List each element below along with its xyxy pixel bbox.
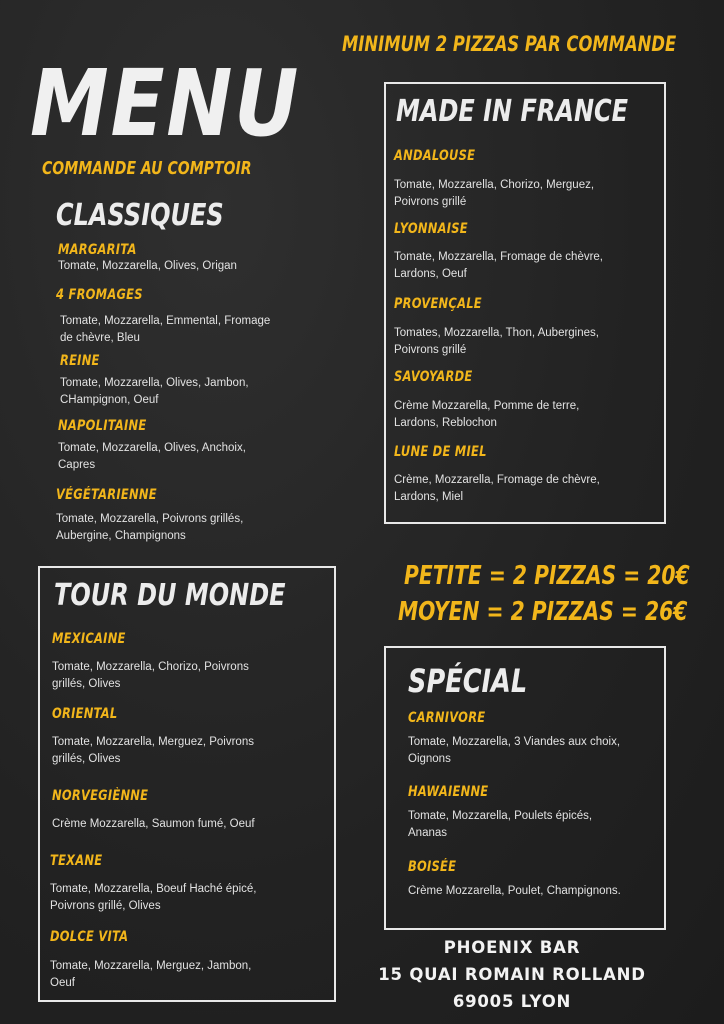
item-desc: Tomate, Mozzarella, Poivrons grillés, Aubergine, Champignons [56, 513, 244, 542]
item-name: SAVOYARDE [394, 369, 473, 385]
item-desc: Tomate, Mozzarella, Emmental, Fromage de chèvre, Bleu [60, 315, 271, 344]
item-name: PROVENÇALE [394, 296, 482, 312]
item-desc: Tomate, Mozzarella, Chorizo, Merguez, Poivrons grillé [394, 179, 595, 208]
item-desc: Tomate, Mozzarella, Poulets épicés, Ananas [408, 810, 593, 839]
item-name: LUNE DE MIEL [394, 444, 487, 460]
price-petite: PETITE = 2 PIZZAS = 20€ [404, 561, 690, 591]
item-desc: Tomate, Mozzarella, Olives, Jambon, CHampignon, Oeuf [60, 377, 249, 406]
item-desc: Crème Mozzarella, Poulet, Champignons. [408, 885, 621, 897]
item-desc: Crème Mozzarella, Saumon fumé, Oeuf [52, 818, 255, 830]
item-name: ORIENTAL [52, 706, 118, 722]
item-name: NAPOLITAINE [58, 418, 147, 434]
item-name: REINE [60, 353, 100, 369]
item-desc: Tomate, Mozzarella, Olives, Anchoix, Capres [58, 442, 246, 471]
item-name: CARNIVORE [408, 710, 486, 726]
item-desc: Tomate, Mozzarella, Olives, Origan [58, 260, 237, 272]
minimum-order-notice: MINIMUM 2 PIZZAS PAR COMMANDE [342, 32, 677, 56]
footer-bar-name: PHOENIX BAR [443, 938, 581, 957]
item-desc: Crème, Mozzarella, Fromage de chèvre, Lardons, Miel [394, 474, 600, 503]
footer-address: 15 QUAI ROMAIN ROLLAND [378, 965, 646, 984]
footer-city: 69005 LYON [452, 992, 572, 1011]
item-name: NORVEGIÈNNE [52, 788, 149, 804]
price-moyen: MOYEN = 2 PIZZAS = 26€ [398, 597, 688, 627]
item-name: 4 FROMAGES [56, 287, 143, 303]
item-desc: Tomate, Mozzarella, Merguez, Poivrons grillés, Olives [52, 736, 254, 765]
item-name: MARGARITA [58, 242, 137, 258]
item-name: MEXICAINE [52, 631, 126, 647]
classiques-heading: CLASSIQUES [56, 198, 224, 233]
item-name: DOLCE VITA [50, 929, 129, 945]
item-desc: Crème Mozzarella, Pomme de terre, Lardons, Reblochon [394, 400, 580, 429]
item-desc: Tomate, Mozzarella, Fromage de chèvre, Lardons, Oeuf [394, 251, 604, 280]
item-desc: Tomate, Mozzarella, Merguez, Jambon, Oeuf [50, 960, 252, 989]
menu-subtitle: COMMANDE AU COMPTOIR [42, 158, 252, 179]
item-name: TEXANE [50, 853, 103, 869]
made-in-france-heading: MADE IN FRANCE [396, 94, 629, 129]
item-name: ANDALOUSE [394, 148, 476, 164]
item-name: LYONNAISE [394, 221, 468, 237]
tour-du-monde-heading: TOUR DU MONDE [54, 578, 286, 613]
item-desc: Tomate, Mozzarella, Chorizo, Poivrons grillés, Olives [52, 661, 249, 690]
item-name: VÉGÉTARIENNE [56, 487, 157, 503]
item-desc: Tomate, Mozzarella, Boeuf Haché épicé, Poivrons grillé, Olives [50, 883, 257, 912]
item-desc: Tomates, Mozzarella, Thon, Aubergines, Poivrons grillé [394, 327, 599, 356]
special-heading: SPÉCIAL [408, 662, 528, 700]
item-desc: Tomate, Mozzarella, 3 Viandes aux choix, Oignons [408, 736, 621, 765]
item-name: HAWAIENNE [408, 784, 489, 800]
menu-title: MENU [30, 50, 301, 157]
item-name: BOISÉE [408, 859, 457, 875]
